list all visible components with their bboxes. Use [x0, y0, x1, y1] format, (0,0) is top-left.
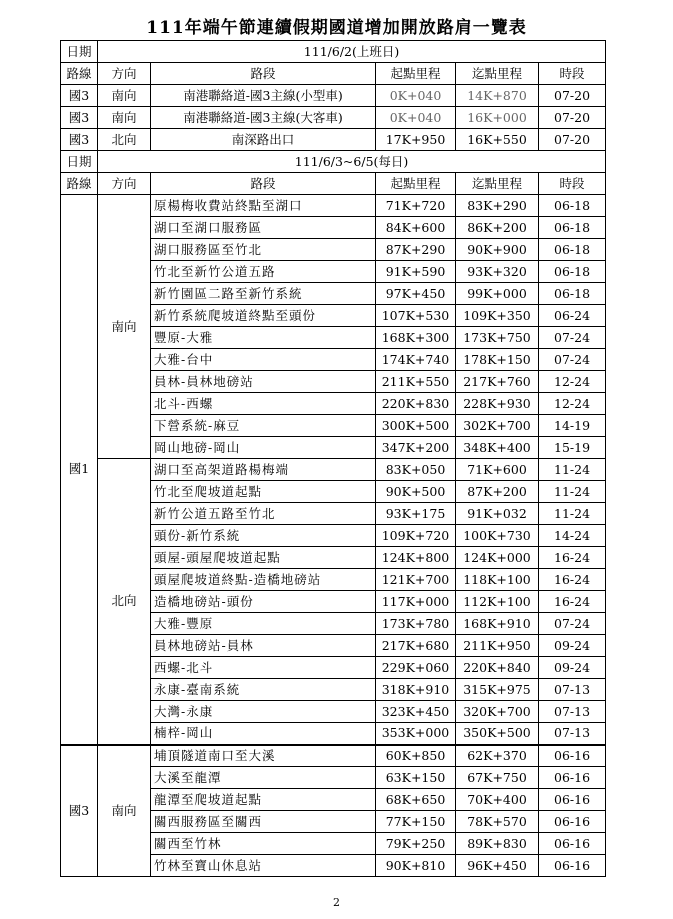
end-cell: 99K+000: [456, 283, 539, 305]
section-cell: 大灣-永康: [151, 701, 376, 723]
section-cell: 竹北至新竹公道五路: [151, 261, 376, 283]
time-cell: 06-16: [539, 833, 606, 855]
start-cell: 77K+150: [376, 811, 456, 833]
date-label: 日期: [61, 41, 98, 63]
time-cell: 14-24: [539, 525, 606, 547]
time-cell: 06-16: [539, 811, 606, 833]
start-cell: 84K+600: [376, 217, 456, 239]
section-cell: 頭屋-頭屋爬坡道起點: [151, 547, 376, 569]
end-cell: 217K+760: [456, 371, 539, 393]
end-cell: 118K+100: [456, 569, 539, 591]
page-title: 111年端午節連續假期國道增加開放路肩一覽表: [146, 18, 527, 38]
time-cell: 06-16: [539, 789, 606, 811]
route-cell: 國3: [61, 129, 98, 151]
date-row-1: [61, 41, 606, 63]
end-cell: 220K+840: [456, 657, 539, 679]
time-cell: 07-13: [539, 723, 606, 745]
end-cell: 78K+570: [456, 811, 539, 833]
time-cell: 09-24: [539, 635, 606, 657]
section-cell: 竹北至爬坡道起點: [151, 481, 376, 503]
end-cell: 173K+750: [456, 327, 539, 349]
date-row-2: [61, 151, 606, 173]
end-cell: 302K+700: [456, 415, 539, 437]
start-cell: 117K+000: [376, 591, 456, 613]
section-cell: 新竹公道五路至竹北: [151, 503, 376, 525]
end-cell: 16K+000: [456, 107, 539, 129]
table-row: [61, 129, 606, 151]
section-cell: 頭份-新竹系統: [151, 525, 376, 547]
section-cell: 南港聯絡道-國3主線(大客車): [151, 107, 376, 129]
start-cell: 109K+720: [376, 525, 456, 547]
table-row: [61, 745, 606, 767]
start-cell: 71K+720: [376, 195, 456, 217]
start-cell: 220K+830: [376, 393, 456, 415]
header-direction: 方向: [98, 63, 151, 85]
header-route: 路線: [61, 173, 98, 195]
start-cell: 63K+150: [376, 767, 456, 789]
start-cell: 211K+550: [376, 371, 456, 393]
section-cell: 西螺-北斗: [151, 657, 376, 679]
time-cell: 11-24: [539, 503, 606, 525]
header-start: 起點里程: [376, 173, 456, 195]
end-cell: 89K+830: [456, 833, 539, 855]
time-cell: 07-13: [539, 701, 606, 723]
end-cell: 90K+900: [456, 239, 539, 261]
end-cell: 14K+870: [456, 85, 539, 107]
end-cell: 112K+100: [456, 591, 539, 613]
time-cell: 06-18: [539, 195, 606, 217]
end-cell: 62K+370: [456, 745, 539, 767]
time-cell: 06-18: [539, 283, 606, 305]
end-cell: 100K+730: [456, 525, 539, 547]
section-cell: 新竹系統爬坡道終點至頭份: [151, 305, 376, 327]
direction-cell: 南向: [98, 107, 151, 129]
section-cell: 員林-員林地磅站: [151, 371, 376, 393]
header-direction: 方向: [98, 173, 151, 195]
time-cell: 07-20: [539, 85, 606, 107]
header-row-1: [61, 63, 606, 85]
header-section: 路段: [151, 173, 376, 195]
section-cell: 龍潭至爬坡道起點: [151, 789, 376, 811]
time-cell: 16-24: [539, 591, 606, 613]
end-cell: 96K+450: [456, 855, 539, 877]
time-cell: 06-16: [539, 745, 606, 767]
end-cell: 109K+350: [456, 305, 539, 327]
time-cell: 07-20: [539, 107, 606, 129]
time-cell: 06-16: [539, 855, 606, 877]
header-start: 起點里程: [376, 63, 456, 85]
end-cell: 86K+200: [456, 217, 539, 239]
start-cell: 347K+200: [376, 437, 456, 459]
start-cell: 90K+810: [376, 855, 456, 877]
start-cell: 318K+910: [376, 679, 456, 701]
end-cell: 87K+200: [456, 481, 539, 503]
section-cell: 北斗-西螺: [151, 393, 376, 415]
header-route: 路線: [61, 63, 98, 85]
start-cell: 168K+300: [376, 327, 456, 349]
date-label: 日期: [61, 151, 98, 173]
start-cell: 121K+700: [376, 569, 456, 591]
start-cell: 60K+850: [376, 745, 456, 767]
end-cell: 71K+600: [456, 459, 539, 481]
end-cell: 83K+290: [456, 195, 539, 217]
start-cell: 91K+590: [376, 261, 456, 283]
time-cell: 06-18: [539, 217, 606, 239]
time-cell: 09-24: [539, 657, 606, 679]
route-cell: 國3: [61, 85, 98, 107]
start-cell: 87K+290: [376, 239, 456, 261]
section-cell: 湖口服務區至竹北: [151, 239, 376, 261]
table-row: [61, 195, 606, 217]
start-cell: 107K+530: [376, 305, 456, 327]
header-end: 迄點里程: [456, 63, 539, 85]
start-cell: 90K+500: [376, 481, 456, 503]
start-cell: 353K+000: [376, 723, 456, 745]
table-row: [61, 85, 606, 107]
start-cell: 300K+500: [376, 415, 456, 437]
end-cell: 228K+930: [456, 393, 539, 415]
end-cell: 168K+910: [456, 613, 539, 635]
start-cell: 173K+780: [376, 613, 456, 635]
header-time: 時段: [539, 63, 606, 85]
start-cell: 323K+450: [376, 701, 456, 723]
start-cell: 124K+800: [376, 547, 456, 569]
end-cell: 178K+150: [456, 349, 539, 371]
time-cell: 16-24: [539, 569, 606, 591]
table-row: [61, 459, 606, 481]
end-cell: 93K+320: [456, 261, 539, 283]
header-end: 迄點里程: [456, 173, 539, 195]
direction-cell: 南向: [98, 745, 151, 877]
section-cell: 造橋地磅站-頭份: [151, 591, 376, 613]
header-time: 時段: [539, 173, 606, 195]
time-cell: 07-24: [539, 349, 606, 371]
start-cell: 17K+950: [376, 129, 456, 151]
section-cell: 岡山地磅-岡山: [151, 437, 376, 459]
route-cell: 國3: [61, 745, 98, 877]
time-cell: 11-24: [539, 481, 606, 503]
section-cell: 原楊梅收費站終點至湖口: [151, 195, 376, 217]
time-cell: 06-18: [539, 261, 606, 283]
table-row: [61, 107, 606, 129]
date-value-1: 111/6/2(上班日): [98, 41, 606, 63]
section-cell: 湖口至高架道路楊梅端: [151, 459, 376, 481]
section-cell: 楠梓-岡山: [151, 723, 376, 745]
section-cell: 大溪至龍潭: [151, 767, 376, 789]
section-cell: 豐原-大雅: [151, 327, 376, 349]
start-cell: 83K+050: [376, 459, 456, 481]
end-cell: 124K+000: [456, 547, 539, 569]
section-cell: 南港聯絡道-國3主線(小型車): [151, 85, 376, 107]
route-cell: 國1: [61, 195, 98, 745]
end-cell: 315K+975: [456, 679, 539, 701]
header-row-2: [61, 173, 606, 195]
end-cell: 91K+032: [456, 503, 539, 525]
end-cell: 70K+400: [456, 789, 539, 811]
end-cell: 320K+700: [456, 701, 539, 723]
end-cell: 67K+750: [456, 767, 539, 789]
time-cell: 16-24: [539, 547, 606, 569]
date-value-2: 111/6/3~6/5(每日): [98, 151, 606, 173]
time-cell: 06-24: [539, 305, 606, 327]
section-cell: 大雅-豐原: [151, 613, 376, 635]
section-cell: 南深路出口: [151, 129, 376, 151]
time-cell: 12-24: [539, 371, 606, 393]
page-number: 2: [333, 896, 340, 909]
section-cell: 新竹園區二路至新竹系統: [151, 283, 376, 305]
time-cell: 07-24: [539, 327, 606, 349]
start-cell: 79K+250: [376, 833, 456, 855]
time-cell: 07-13: [539, 679, 606, 701]
section-cell: 下營系統-麻豆: [151, 415, 376, 437]
section-cell: 竹林至寶山休息站: [151, 855, 376, 877]
section-cell: 埔頂隧道南口至大溪: [151, 745, 376, 767]
section-cell: 湖口至湖口服務區: [151, 217, 376, 239]
direction-cell: 北向: [98, 459, 151, 745]
time-cell: 06-16: [539, 767, 606, 789]
direction-cell: 北向: [98, 129, 151, 151]
time-cell: 06-18: [539, 239, 606, 261]
route-cell: 國3: [61, 107, 98, 129]
time-cell: 14-19: [539, 415, 606, 437]
end-cell: 16K+550: [456, 129, 539, 151]
end-cell: 211K+950: [456, 635, 539, 657]
time-cell: 11-24: [539, 459, 606, 481]
header-section: 路段: [151, 63, 376, 85]
section-cell: 關西服務區至關西: [151, 811, 376, 833]
time-cell: 07-20: [539, 129, 606, 151]
section-cell: 關西至竹林: [151, 833, 376, 855]
time-cell: 07-24: [539, 613, 606, 635]
start-cell: 93K+175: [376, 503, 456, 525]
start-cell: 68K+650: [376, 789, 456, 811]
section-cell: 大雅-台中: [151, 349, 376, 371]
time-cell: 15-19: [539, 437, 606, 459]
end-cell: 348K+400: [456, 437, 539, 459]
start-cell: 97K+450: [376, 283, 456, 305]
start-cell: 0K+040: [376, 85, 456, 107]
start-cell: 0K+040: [376, 107, 456, 129]
start-cell: 229K+060: [376, 657, 456, 679]
section-cell: 員林地磅站-員林: [151, 635, 376, 657]
direction-cell: 南向: [98, 85, 151, 107]
start-cell: 217K+680: [376, 635, 456, 657]
direction-cell: 南向: [98, 195, 151, 459]
shoulder-schedule-table: [60, 40, 606, 877]
section-cell: 永康-臺南系統: [151, 679, 376, 701]
section-cell: 頭屋爬坡道終點-造橋地磅站: [151, 569, 376, 591]
end-cell: 350K+500: [456, 723, 539, 745]
time-cell: 12-24: [539, 393, 606, 415]
start-cell: 174K+740: [376, 349, 456, 371]
